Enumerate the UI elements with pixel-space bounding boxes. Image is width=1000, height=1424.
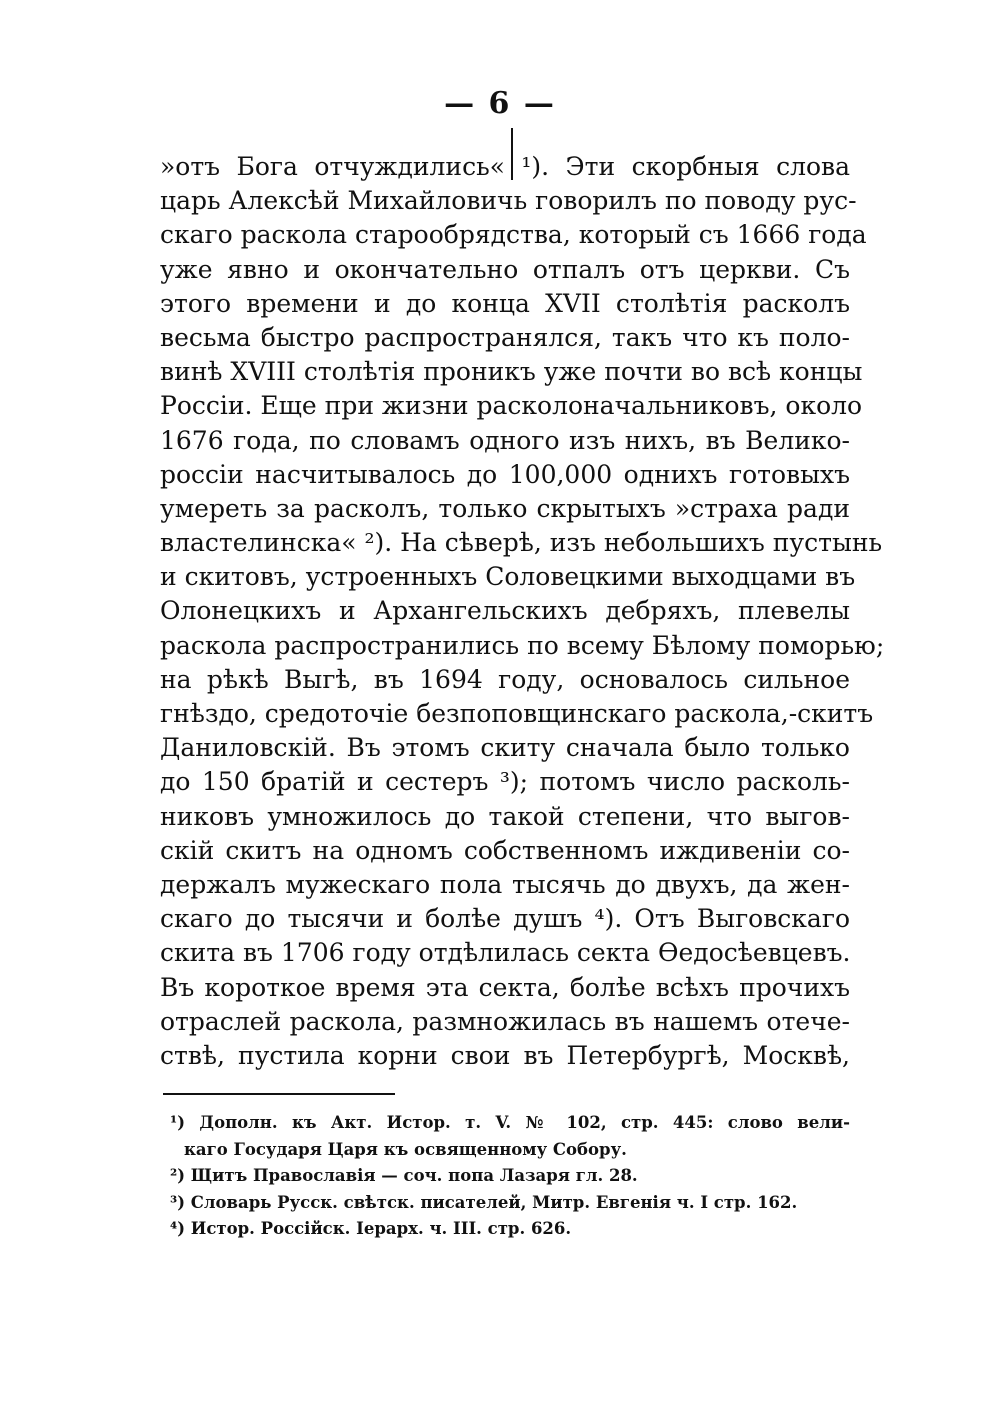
text-line: россіи насчитывалось до 100,000 однихъ готовыхъ [160, 459, 850, 489]
text-line: Россіи. Еще при жизни расколоначальниковъ, около [160, 391, 863, 421]
footnote-1: ¹) Дополн. къ Акт. Истор. т. V. № 102, стр. 445: слово вели- [170, 1113, 850, 1132]
text-line: раскола распространились по всему Бѣлому поморью; [160, 630, 885, 660]
text-line: на рѣкѣ Выгѣ, въ 1694 году, основалось сильное [160, 664, 850, 694]
body-text [160, 150, 885, 1073]
text-line: скита въ 1706 году отдѣлилась секта Ѳедосѣевцевъ. [160, 938, 851, 968]
footnote-1-continued: каго Государя Царя къ освященному Собору. [184, 1139, 627, 1159]
text-line: умереть за расколъ, только скрытыхъ »страха ради [160, 493, 850, 523]
text-line: до 150 братій и сестеръ ³); потомъ число расколь- [160, 767, 850, 797]
text-line: весьма быстро распространялся, такъ что къ поло- [160, 322, 850, 352]
text-line: Даниловскій. Въ этомъ скиту сначала было только [160, 733, 850, 763]
text-line: скаго раскола старообрядства, который съ 1666 года [160, 220, 867, 250]
text-line: ствѣ, пустила корни свои въ Петербургѣ, Москвѣ, [160, 1040, 850, 1070]
text-line: скаго до тысячи и болѣе душъ ⁴). Отъ Выговскаго [160, 904, 850, 934]
text-line: этого времени и до конца XVII столѣтія расколъ [160, 288, 850, 318]
footnote-3: ³) Словарь Русск. свѣтск. писателей, Митр. Евгенія ч. I стр. 162. [170, 1192, 798, 1212]
text-line: Въ короткое время эта секта, болѣе всѣхъ прочихъ [160, 972, 850, 1002]
page-number: — 6 — [444, 86, 556, 121]
text-line: »отъ Бога отчуждились« ¹). Эти скорбныя слова [160, 152, 850, 181]
text-line: держалъ мужескаго пола тысячь до двухъ, да жен- [160, 869, 850, 899]
text-line: и скитовъ, устроенныхъ Соловецкими выходцами въ [160, 562, 856, 592]
text-line: Олонецкихъ и Архангельскихъ дебряхъ, плевелы [160, 596, 850, 626]
text-line: скій скитъ на одномъ собственномъ иждивеніи со- [160, 835, 850, 865]
text-line: гнѣздо, средоточіе безпоповщинскаго раскола,-скитъ [160, 699, 874, 728]
text-line: уже явно и окончательно отпалъ отъ церкви. Съ [160, 254, 850, 284]
text-line: отраслей раскола, размножилась въ нашемъ отече- [160, 1006, 850, 1036]
footnote-4: ⁴) Истор. Россійск. Іерарх. ч. III. стр. 626. [170, 1219, 572, 1238]
footnote-divider [163, 1093, 395, 1095]
footnotes [170, 1110, 850, 1243]
text-line: 1676 года, по словамъ одного изъ нихъ, въ Велико- [160, 425, 850, 455]
text-line: властелинска« ²). На сѣверѣ, изъ небольшихъ пустынь [160, 528, 883, 558]
text-line: винѣ XVIII столѣтія проникъ уже почти во всѣ концы [160, 357, 863, 387]
footnote-2: ²) Щитъ Православія — соч. попа Лазаря гл. 28. [170, 1166, 638, 1185]
text-line: никовъ умножилось до такой степени, что выгов- [160, 801, 850, 831]
text-line: царь Алексѣй Михайловичь говорилъ по поводу рус- [160, 186, 857, 216]
